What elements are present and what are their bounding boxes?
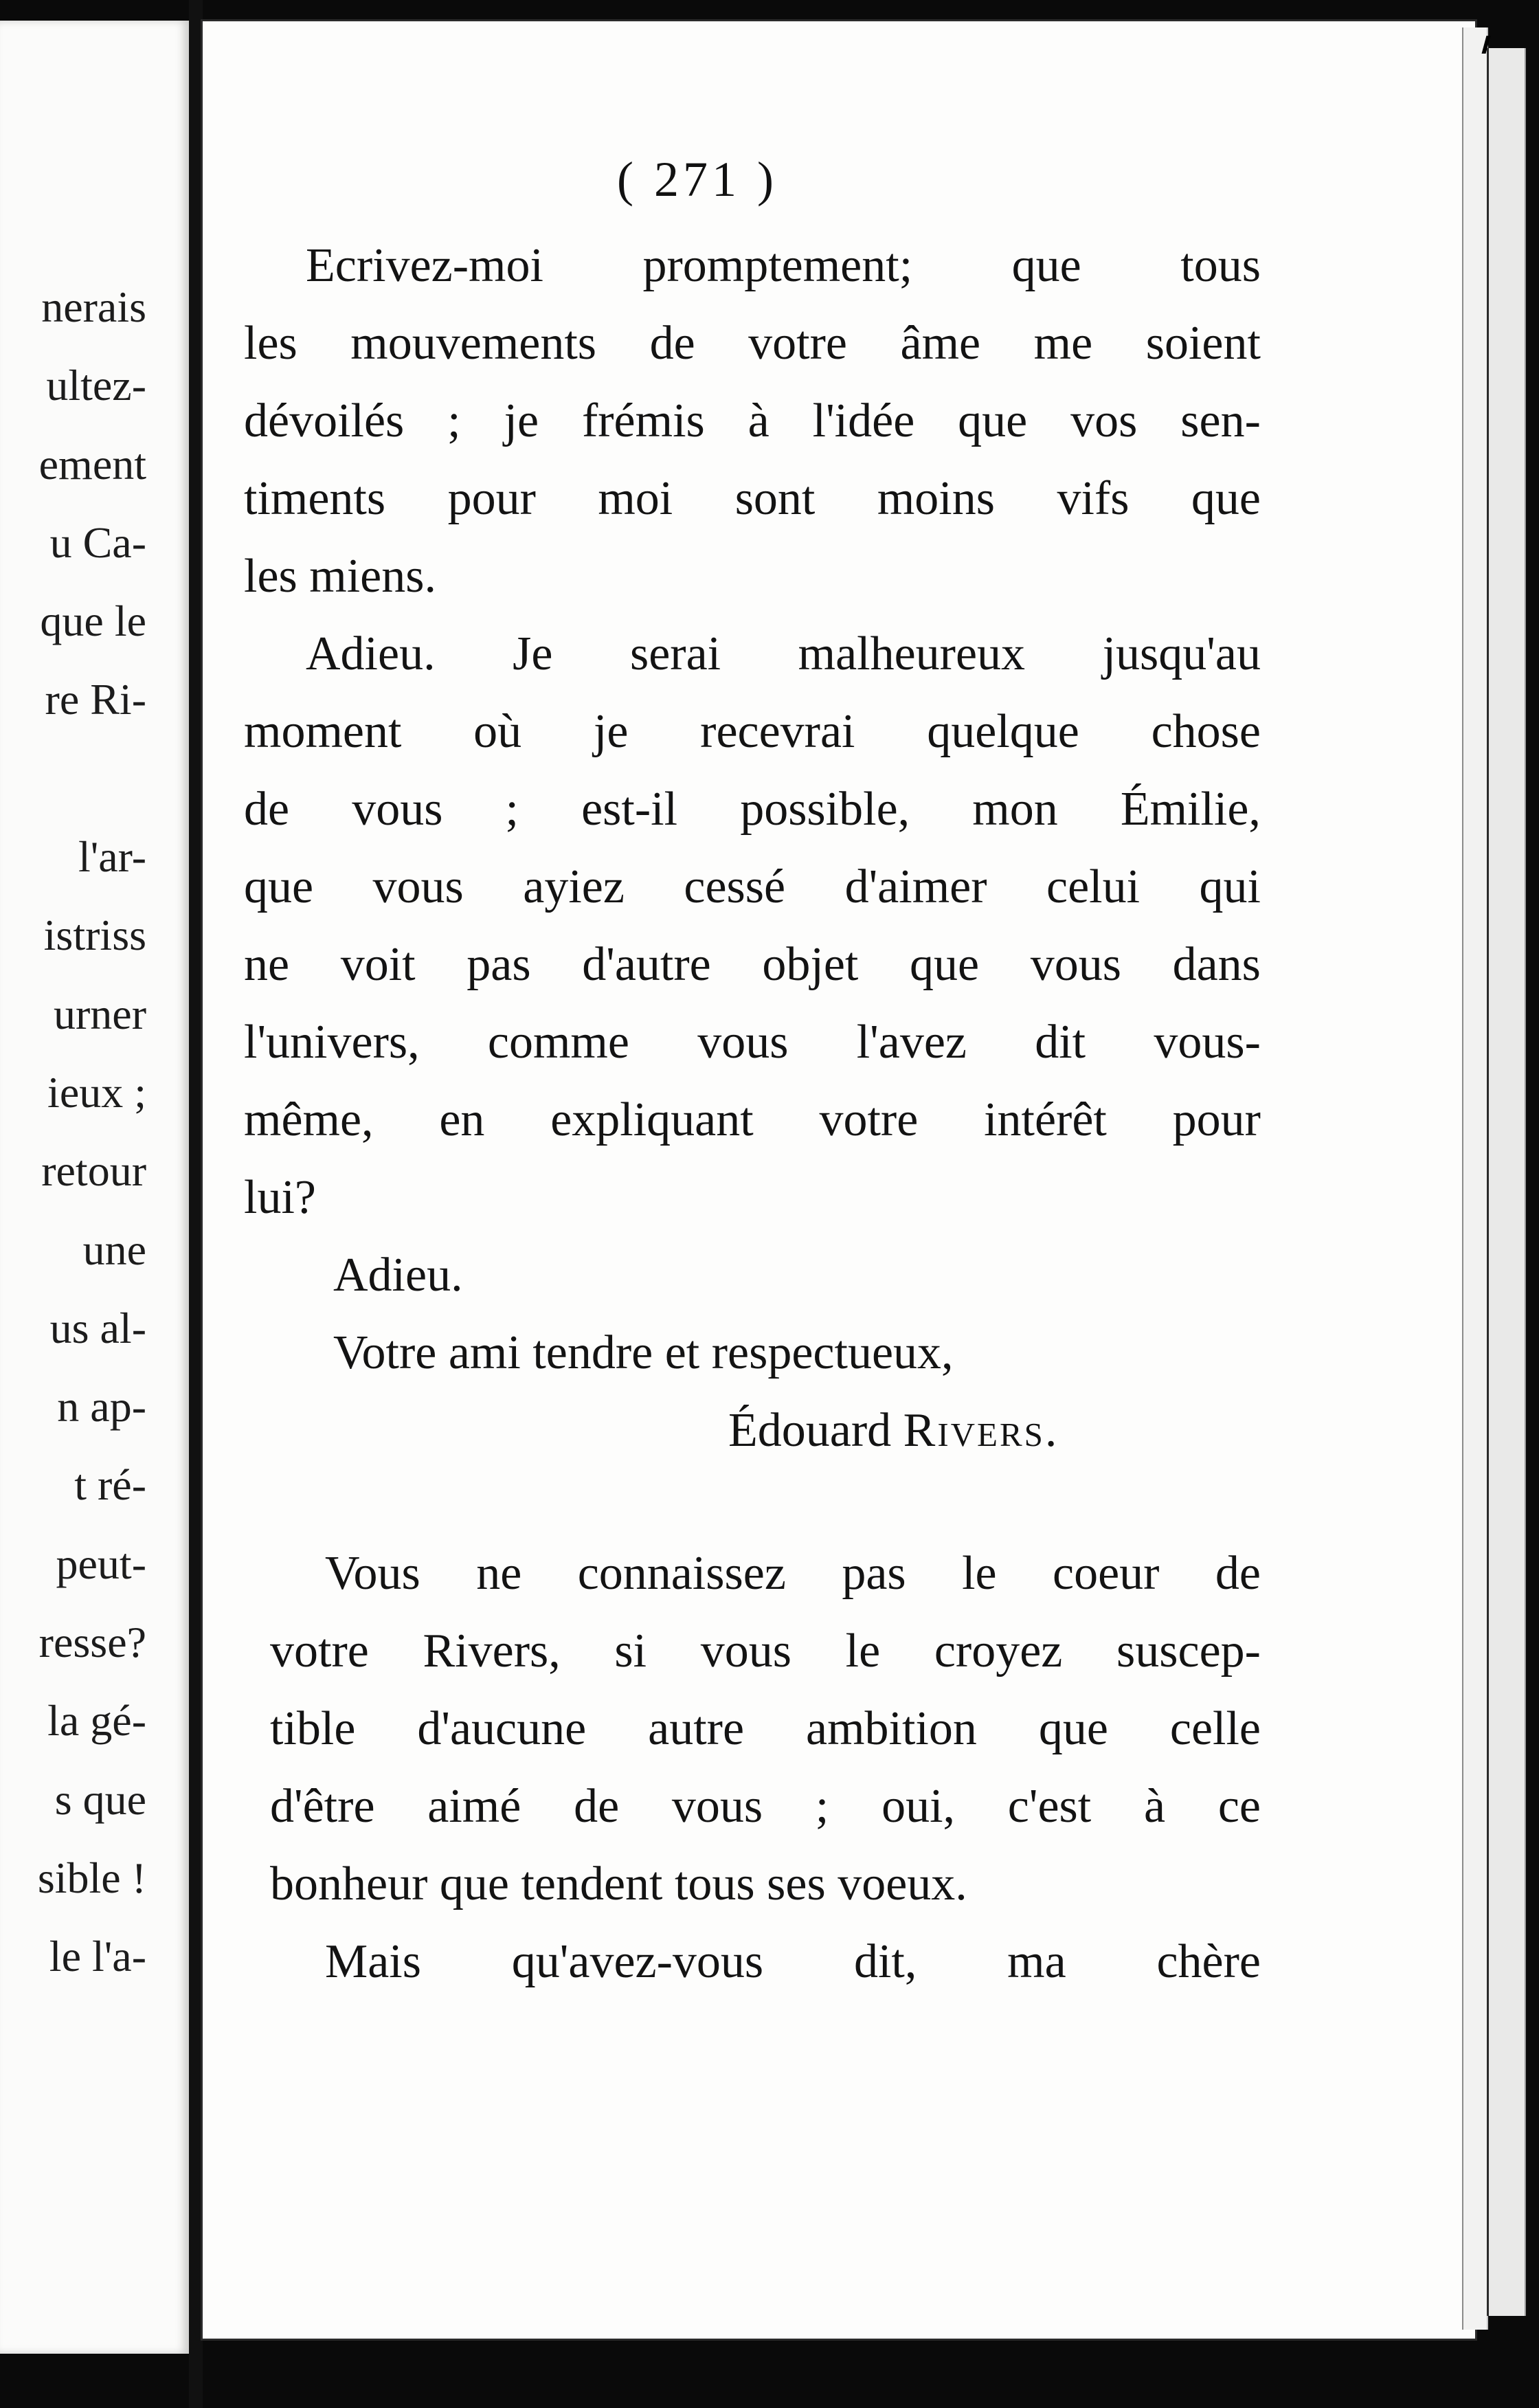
word: le <box>845 1625 881 1677</box>
word: malheureux <box>798 627 1026 680</box>
word: cessé <box>684 860 786 913</box>
text-line <box>244 1159 1261 1236</box>
previous-page-line: n ap- <box>57 1382 146 1431</box>
text-line <box>270 1612 1261 1690</box>
page-body <box>244 227 1261 2000</box>
previous-page-line: le l'a- <box>49 1932 146 1981</box>
word: moment <box>244 705 402 758</box>
word: vous- <box>1154 1016 1261 1069</box>
text-line <box>244 615 1261 693</box>
text-line <box>244 770 1261 848</box>
word: sen- <box>1180 394 1261 447</box>
word: tible <box>270 1702 356 1755</box>
word: vous <box>700 1625 792 1677</box>
section-break <box>244 1469 1261 1535</box>
word: si <box>614 1625 647 1677</box>
text-line <box>270 1845 1261 1923</box>
word: expliquant <box>550 1093 754 1146</box>
word: qu'avez-vous <box>511 1935 764 1988</box>
signature <box>244 1392 1261 1469</box>
word: que <box>1011 239 1081 292</box>
word: vous <box>372 860 464 913</box>
word: autre <box>648 1702 745 1755</box>
word: suscep- <box>1116 1625 1261 1677</box>
word: ; <box>447 394 461 447</box>
word: je <box>593 705 629 758</box>
previous-page-line: ultez- <box>46 361 146 410</box>
word: ma <box>1007 1935 1066 1988</box>
word: Ecrivez-moi <box>306 239 543 292</box>
closing-phrase <box>244 1314 1261 1392</box>
word: celui <box>1046 860 1141 913</box>
word: moins <box>877 472 995 525</box>
word: l'idée <box>812 394 915 447</box>
previous-page-line: que le <box>40 597 146 646</box>
word: ayiez <box>523 860 625 913</box>
word: votre <box>748 317 847 370</box>
word: de <box>1215 1547 1261 1600</box>
word: possible, <box>740 783 910 836</box>
word: est-il <box>581 783 678 836</box>
text-line <box>244 926 1261 1003</box>
text-line <box>270 1923 1261 2000</box>
closing-adieu <box>244 1236 1261 1314</box>
word: de <box>574 1780 620 1833</box>
word: Je <box>513 627 553 680</box>
word: aimé <box>427 1780 521 1833</box>
word: frémis <box>581 394 705 447</box>
word: que <box>1038 1702 1108 1755</box>
word: ce <box>1217 1780 1261 1833</box>
text-line <box>244 537 1261 615</box>
word: oui, <box>881 1780 956 1833</box>
previous-page-line: resse? <box>38 1618 146 1667</box>
word: que <box>1191 472 1261 525</box>
word: où <box>473 705 522 758</box>
word: croyez <box>934 1625 1063 1677</box>
previous-page-line: peut- <box>56 1539 146 1588</box>
word: d'aimer <box>844 860 987 913</box>
word: chère <box>1156 1935 1261 1988</box>
word: je <box>504 394 539 447</box>
line-text: bonheur que tendent tous ses voeux. <box>270 1858 967 1910</box>
word: serai <box>629 627 721 680</box>
text-line <box>244 227 1261 304</box>
text-line <box>244 382 1261 460</box>
word: d'autre <box>582 938 711 991</box>
word: de <box>244 783 290 836</box>
previous-page-line: s que <box>54 1774 146 1824</box>
word: mon <box>972 783 1058 836</box>
word: ne <box>476 1547 522 1600</box>
word: connaissez <box>577 1547 786 1600</box>
line-text: Votre ami tendre et respectueux, <box>333 1326 954 1379</box>
previous-page-line: la gé- <box>47 1696 146 1746</box>
word: chose <box>1151 705 1261 758</box>
word: soient <box>1145 317 1261 370</box>
previous-page-line: retour <box>41 1146 146 1196</box>
word: vous <box>1030 938 1121 991</box>
word: comme <box>487 1016 629 1069</box>
word: les <box>244 317 297 370</box>
word: me <box>1033 317 1093 370</box>
word: en <box>439 1093 485 1146</box>
word: d'aucune <box>417 1702 587 1755</box>
word: votre <box>270 1625 369 1677</box>
text-line <box>244 848 1261 926</box>
word: de <box>649 317 695 370</box>
line-text: lui? <box>244 1171 316 1224</box>
word: pour <box>1172 1093 1261 1146</box>
page-edge <box>1462 27 1488 2330</box>
word: dit, <box>853 1935 917 1988</box>
word: votre <box>819 1093 919 1146</box>
signature-first-name: Édouard <box>728 1404 892 1457</box>
word: à <box>748 394 769 447</box>
previous-page-line: re Ri- <box>45 675 146 724</box>
word: Vous <box>325 1547 420 1600</box>
line-text: les miens. <box>244 550 436 603</box>
page-edge <box>1487 48 1526 2316</box>
word: qui <box>1199 860 1261 913</box>
word: que <box>244 860 314 913</box>
word: vous <box>352 783 443 836</box>
word: l'univers, <box>244 1016 420 1069</box>
line-text: Adieu. <box>333 1249 463 1302</box>
word: l'avez <box>856 1016 967 1069</box>
word: Mais <box>325 1935 421 1988</box>
previous-page-line: une <box>82 1225 146 1274</box>
previous-page-line: nerais <box>41 282 146 331</box>
signature-last-name: Rivers. <box>903 1404 1059 1457</box>
word: coeur <box>1053 1547 1160 1600</box>
word: ; <box>815 1780 829 1833</box>
word: Émilie, <box>1120 783 1261 836</box>
previous-page-line: istriss <box>43 911 146 960</box>
previous-page <box>0 21 189 2354</box>
word: objet <box>762 938 859 991</box>
word: timents <box>244 472 386 525</box>
word: d'être <box>270 1780 375 1833</box>
word: quelque <box>927 705 1079 758</box>
word: recevrai <box>700 705 855 758</box>
word: sont <box>734 472 816 525</box>
word: vous <box>697 1016 789 1069</box>
word: voit <box>340 938 416 991</box>
text-line <box>244 693 1261 770</box>
word: vous <box>671 1780 763 1833</box>
previous-page-line: urner <box>53 989 146 1038</box>
text-line <box>270 1535 1261 1612</box>
word: Adieu. <box>306 627 436 680</box>
word: même, <box>244 1093 374 1146</box>
text-line <box>270 1768 1261 1845</box>
reply-section <box>244 1535 1261 2000</box>
word: ; <box>505 783 519 836</box>
text-line <box>244 1003 1261 1081</box>
word: pas <box>467 938 531 991</box>
word: moi <box>598 472 673 525</box>
text-line <box>244 304 1261 382</box>
word: promptement; <box>642 239 913 292</box>
word: pas <box>842 1547 906 1600</box>
word: celle <box>1169 1702 1261 1755</box>
word: que <box>909 938 980 991</box>
word: vos <box>1070 394 1138 447</box>
word: Rivers, <box>423 1625 561 1677</box>
word: intérêt <box>984 1093 1107 1146</box>
word: mouvements <box>350 317 597 370</box>
word: dévoilés <box>244 394 405 447</box>
text-line <box>244 1081 1261 1159</box>
text-line <box>270 1690 1261 1768</box>
word: ambition <box>806 1702 977 1755</box>
previous-page-line <box>38 739 146 818</box>
word: vifs <box>1057 472 1130 525</box>
word: ne <box>244 938 290 991</box>
previous-page-text <box>38 268 146 1996</box>
text-line <box>244 460 1261 537</box>
page-number: ( 271 ) <box>617 152 778 207</box>
word: pour <box>447 472 536 525</box>
word: que <box>958 394 1028 447</box>
previous-page-line: sible ! <box>37 1853 146 1902</box>
previous-page-line: t ré- <box>74 1460 146 1510</box>
word: dit <box>1035 1016 1086 1069</box>
previous-page-line: u Ca- <box>49 517 146 567</box>
word: tous <box>1180 239 1261 292</box>
previous-page-line: l'ar- <box>78 832 146 882</box>
word: à <box>1144 1780 1166 1833</box>
word: âme <box>900 317 981 370</box>
previous-page-line: ieux ; <box>47 1067 146 1117</box>
word: dans <box>1172 938 1261 991</box>
previous-page-line: ement <box>38 439 146 489</box>
previous-page-line: us al- <box>49 1303 146 1352</box>
word: le <box>962 1547 997 1600</box>
word: jusqu'au <box>1102 627 1261 680</box>
word: c'est <box>1007 1780 1092 1833</box>
